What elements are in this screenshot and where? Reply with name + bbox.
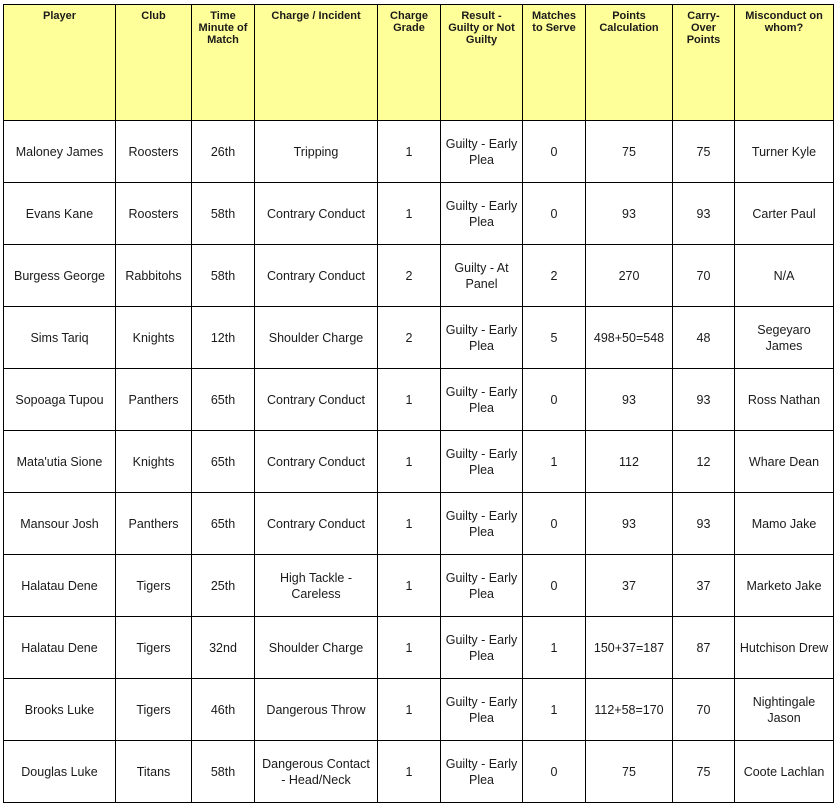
header-row (4, 5, 834, 121)
carry-over-points-cell: 75 (673, 741, 735, 803)
player-cell: Burgess George (4, 245, 116, 307)
misconduct-on-whom-cell: Hutchison Drew (735, 617, 834, 679)
points-calculation-cell: 75 (586, 741, 673, 803)
time-minute-cell: 46th (192, 679, 255, 741)
matches-to-serve-cell: 1 (523, 679, 586, 741)
charge-grade-cell: 2 (378, 307, 441, 369)
carry-over-points-cell: 75 (673, 121, 735, 183)
column-header-result: Result - Guilty or Not Guilty (441, 5, 523, 121)
result-cell: Guilty - At Panel (441, 245, 523, 307)
time-minute-cell: 58th (192, 245, 255, 307)
result-cell: Guilty - Early Plea (441, 617, 523, 679)
player-cell: Evans Kane (4, 183, 116, 245)
carry-over-points-cell: 37 (673, 555, 735, 617)
club-cell: Knights (116, 431, 192, 493)
table-body (4, 121, 834, 803)
result-cell: Guilty - Early Plea (441, 493, 523, 555)
carry-over-points-cell: 70 (673, 679, 735, 741)
matches-to-serve-cell: 1 (523, 431, 586, 493)
result-cell: Guilty - Early Plea (441, 741, 523, 803)
matches-to-serve-cell: 1 (523, 617, 586, 679)
misconduct-on-whom-cell: N/A (735, 245, 834, 307)
charge-grade-cell: 1 (378, 679, 441, 741)
column-header-matches-to-serve: Matches to Serve (523, 5, 586, 121)
misconduct-on-whom-cell: Whare Dean (735, 431, 834, 493)
matches-to-serve-cell: 0 (523, 121, 586, 183)
column-header-charge-incident: Charge / Incident (255, 5, 378, 121)
player-cell: Maloney James (4, 121, 116, 183)
points-calculation-cell: 112 (586, 431, 673, 493)
charge-grade-cell: 1 (378, 431, 441, 493)
column-header-points-calculation: Points Calculation (586, 5, 673, 121)
club-cell: Panthers (116, 369, 192, 431)
time-minute-cell: 12th (192, 307, 255, 369)
result-cell: Guilty - Early Plea (441, 307, 523, 369)
charge-incident-cell: Contrary Conduct (255, 431, 378, 493)
result-cell: Guilty - Early Plea (441, 183, 523, 245)
charge-incident-cell: Shoulder Charge (255, 307, 378, 369)
club-cell: Panthers (116, 493, 192, 555)
table-row (4, 741, 834, 803)
matches-to-serve-cell: 0 (523, 555, 586, 617)
carry-over-points-cell: 48 (673, 307, 735, 369)
club-cell: Tigers (116, 679, 192, 741)
charge-incident-cell: Dangerous Contact - Head/Neck (255, 741, 378, 803)
charge-incident-cell: Contrary Conduct (255, 493, 378, 555)
player-cell: Sopoaga Tupou (4, 369, 116, 431)
charge-grade-cell: 1 (378, 121, 441, 183)
charge-incident-cell: Contrary Conduct (255, 183, 378, 245)
charge-incident-cell: Tripping (255, 121, 378, 183)
time-minute-cell: 65th (192, 431, 255, 493)
player-cell: Brooks Luke (4, 679, 116, 741)
club-cell: Tigers (116, 617, 192, 679)
charge-incident-cell: Contrary Conduct (255, 369, 378, 431)
table-row (4, 307, 834, 369)
judiciary-table-wrapper (3, 4, 834, 803)
column-header-club: Club (116, 5, 192, 121)
points-calculation-cell: 75 (586, 121, 673, 183)
points-calculation-cell: 93 (586, 183, 673, 245)
time-minute-cell: 26th (192, 121, 255, 183)
carry-over-points-cell: 93 (673, 369, 735, 431)
column-header-carry-over-points: Carry-Over Points (673, 5, 735, 121)
matches-to-serve-cell: 0 (523, 183, 586, 245)
points-calculation-cell: 498+50=548 (586, 307, 673, 369)
time-minute-cell: 65th (192, 493, 255, 555)
table-row (4, 493, 834, 555)
points-calculation-cell: 270 (586, 245, 673, 307)
misconduct-on-whom-cell: Turner Kyle (735, 121, 834, 183)
player-cell: Mansour Josh (4, 493, 116, 555)
table-row (4, 431, 834, 493)
judiciary-charges-table (3, 4, 834, 803)
charge-incident-cell: Dangerous Throw (255, 679, 378, 741)
charge-grade-cell: 1 (378, 369, 441, 431)
charge-grade-cell: 1 (378, 741, 441, 803)
misconduct-on-whom-cell: Nightingale Jason (735, 679, 834, 741)
club-cell: Rabbitohs (116, 245, 192, 307)
club-cell: Roosters (116, 183, 192, 245)
table-row (4, 245, 834, 307)
table-row (4, 369, 834, 431)
time-minute-cell: 25th (192, 555, 255, 617)
carry-over-points-cell: 93 (673, 493, 735, 555)
charge-grade-cell: 2 (378, 245, 441, 307)
misconduct-on-whom-cell: Coote Lachlan (735, 741, 834, 803)
player-cell: Sims Tariq (4, 307, 116, 369)
matches-to-serve-cell: 0 (523, 741, 586, 803)
misconduct-on-whom-cell: Mamo Jake (735, 493, 834, 555)
result-cell: Guilty - Early Plea (441, 679, 523, 741)
table-row (4, 121, 834, 183)
player-cell: Halatau Dene (4, 555, 116, 617)
carry-over-points-cell: 93 (673, 183, 735, 245)
points-calculation-cell: 93 (586, 493, 673, 555)
club-cell: Titans (116, 741, 192, 803)
result-cell: Guilty - Early Plea (441, 555, 523, 617)
club-cell: Tigers (116, 555, 192, 617)
club-cell: Knights (116, 307, 192, 369)
charge-incident-cell: Shoulder Charge (255, 617, 378, 679)
points-calculation-cell: 150+37=187 (586, 617, 673, 679)
table-row (4, 617, 834, 679)
carry-over-points-cell: 87 (673, 617, 735, 679)
charge-grade-cell: 1 (378, 183, 441, 245)
carry-over-points-cell: 70 (673, 245, 735, 307)
charge-grade-cell: 1 (378, 617, 441, 679)
column-header-charge-grade: Charge Grade (378, 5, 441, 121)
time-minute-cell: 65th (192, 369, 255, 431)
column-header-player: Player (4, 5, 116, 121)
misconduct-on-whom-cell: Marketo Jake (735, 555, 834, 617)
charge-grade-cell: 1 (378, 493, 441, 555)
result-cell: Guilty - Early Plea (441, 369, 523, 431)
player-cell: Halatau Dene (4, 617, 116, 679)
misconduct-on-whom-cell: Segeyaro James (735, 307, 834, 369)
misconduct-on-whom-cell: Ross Nathan (735, 369, 834, 431)
carry-over-points-cell: 12 (673, 431, 735, 493)
column-header-time-minute: Time Minute of Match (192, 5, 255, 121)
column-header-misconduct-on-whom: Misconduct on whom? (735, 5, 834, 121)
matches-to-serve-cell: 0 (523, 493, 586, 555)
time-minute-cell: 58th (192, 741, 255, 803)
player-cell: Douglas Luke (4, 741, 116, 803)
matches-to-serve-cell: 2 (523, 245, 586, 307)
points-calculation-cell: 37 (586, 555, 673, 617)
charge-incident-cell: Contrary Conduct (255, 245, 378, 307)
points-calculation-cell: 93 (586, 369, 673, 431)
points-calculation-cell: 112+58=170 (586, 679, 673, 741)
matches-to-serve-cell: 5 (523, 307, 586, 369)
result-cell: Guilty - Early Plea (441, 121, 523, 183)
player-cell: Mata'utia Sione (4, 431, 116, 493)
matches-to-serve-cell: 0 (523, 369, 586, 431)
table-row (4, 183, 834, 245)
charge-grade-cell: 1 (378, 555, 441, 617)
misconduct-on-whom-cell: Carter Paul (735, 183, 834, 245)
table-row (4, 555, 834, 617)
charge-incident-cell: High Tackle - Careless (255, 555, 378, 617)
time-minute-cell: 32nd (192, 617, 255, 679)
result-cell: Guilty - Early Plea (441, 431, 523, 493)
table-row (4, 679, 834, 741)
time-minute-cell: 58th (192, 183, 255, 245)
club-cell: Roosters (116, 121, 192, 183)
